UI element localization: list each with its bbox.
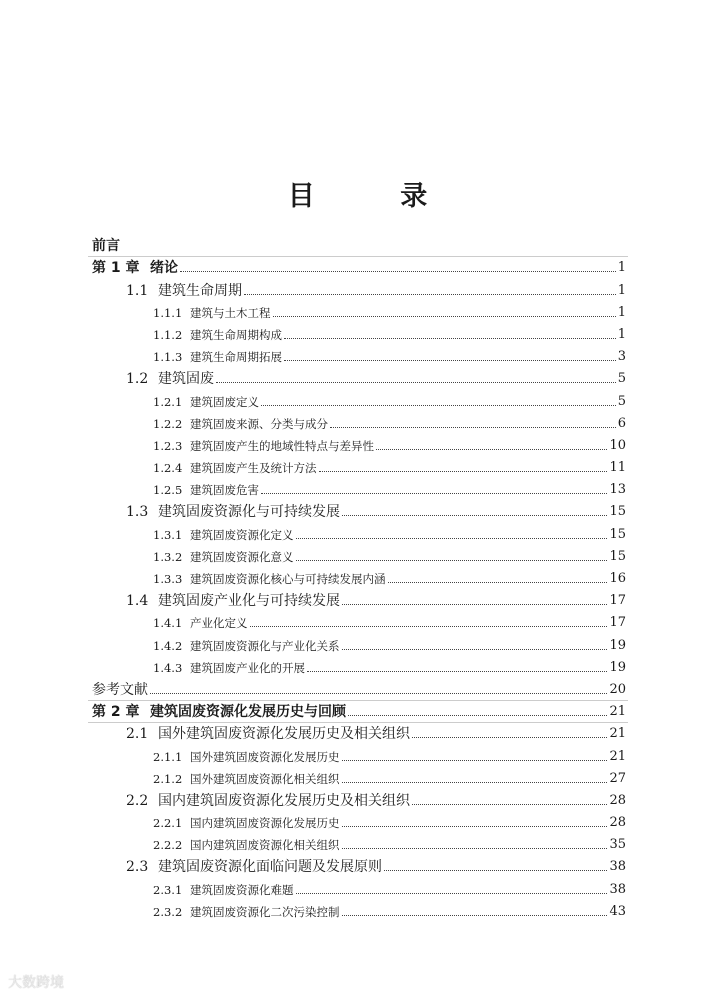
toc-entry[interactable] [92,299,626,321]
dot-leader [376,449,607,450]
dot-leader [273,316,616,317]
divider [88,700,628,701]
toc-entry-number: 1.3.3 [153,572,183,586]
toc-entry-title: 建筑固废资源化发展历史与回顾 [150,704,346,721]
toc-entry-title: 国外建筑固废资源化发展历史 [190,749,340,764]
toc-entry-title: 建筑固废产生的地域性特点与差异性 [190,438,374,453]
toc-entry-page: 10 [609,437,626,453]
toc-entry[interactable] [92,410,626,432]
toc-entry-title: 建筑生命周期构成 [190,327,282,342]
toc-entry-title: 建筑固废来源、分类与成分 [190,416,328,431]
dot-leader [244,294,616,295]
toc-entry-page: 1 [617,282,626,298]
toc-entry-number: 2.3.2 [153,904,183,919]
toc-entry-page: 5 [617,371,626,387]
toc-entry[interactable] [92,654,626,676]
toc-entry-title: 国外建筑固废资源化发展历史及相关组织 [158,726,410,743]
toc-entry-page: 17 [609,615,626,631]
toc-entry-title: 前言 [92,238,120,255]
toc-entry-number: 1.2.1 [153,394,183,409]
toc-entry-title: 国内建筑固废资源化相关组织 [190,838,340,853]
toc-entry[interactable] [92,387,626,409]
dot-leader [342,826,608,827]
toc-entry-number: 1.3.2 [153,549,183,564]
toc-entry[interactable] [92,698,626,720]
toc-entry[interactable] [92,454,626,476]
toc-entry-title: 建筑固废危害 [190,483,259,498]
dot-leader [296,560,608,561]
dot-leader [296,538,608,539]
toc-entry-title: 建筑生命周期 [158,282,242,299]
dot-leader [261,493,607,494]
toc-entry-title: 建筑固废资源化难题 [190,882,294,897]
dot-leader [150,693,607,694]
dot-leader [342,760,608,761]
dot-leader [388,582,608,583]
toc-entry-number: 1.2.2 [153,416,183,431]
toc-entry-page: 38 [609,881,626,897]
dot-leader [348,715,607,716]
toc-entry-page: 38 [609,859,626,875]
dot-leader [284,338,616,339]
toc-entry-page: 15 [609,548,626,564]
divider [88,722,628,723]
toc-entry[interactable] [92,232,626,254]
toc-entry-page: 19 [609,637,626,653]
toc-entry-page: 28 [609,792,626,808]
toc-entry-title: 国外建筑固废资源化相关组织 [190,771,340,786]
toc-entry-number: 1.2.4 [153,461,183,476]
toc-entry[interactable] [92,343,626,365]
dot-leader [330,427,616,428]
toc-entry-number: 1.1 [126,282,149,299]
toc-entry-page: 19 [609,659,626,675]
toc-entry-title: 绪论 [150,260,178,277]
divider [88,256,628,257]
toc-entry-title: 国内建筑固废资源化发展历史及相关组织 [158,792,410,809]
toc-entry-page: 1 [617,304,626,320]
toc-entry-title: 建筑与土木工程 [190,305,271,320]
toc-entry-number: 1.4.3 [153,660,183,675]
toc-entry[interactable] [92,765,626,787]
dot-leader [342,649,608,650]
toc-entry-number: 2.1 [126,726,149,743]
watermark: 大数跨境 [8,975,64,991]
toc-entry-page: 11 [609,460,626,476]
dot-leader [342,604,607,605]
toc-entry-page: 1 [617,260,626,276]
toc-entry-title: 建筑固废产业化的开展 [190,660,305,675]
toc-entry-number: 1.1.3 [153,350,183,365]
toc-entry-number: 2.1.2 [153,771,183,786]
toc-entry-number: 第 2 章 [92,704,140,721]
toc-entry-number: 第 1 章 [92,260,140,277]
dot-leader [319,471,608,472]
dot-leader [180,271,616,272]
toc-entry-number: 2.2.2 [153,838,183,853]
toc-entry[interactable] [92,543,626,565]
toc-entry-page: 28 [609,815,626,831]
dot-leader [342,515,607,516]
toc-entry-title: 建筑固废资源化面临问题及发展原则 [158,859,382,876]
toc-entry-title: 建筑固废资源化与可持续发展 [158,504,340,521]
toc-entry-title: 建筑固废定义 [190,394,259,409]
dot-leader [342,915,608,916]
toc-entry[interactable] [92,254,626,276]
dot-leader [384,870,607,871]
toc-entry-page: 27 [609,770,626,786]
toc-entry-number: 2.2 [126,792,149,809]
toc-entry-page: 13 [609,482,626,498]
toc-entry[interactable] [92,276,626,298]
dot-leader [342,782,608,783]
toc-entry-number: 1.3 [126,504,149,521]
toc-entry[interactable] [92,875,626,897]
toc-entry-page: 20 [609,681,626,697]
toc-entry[interactable] [92,809,626,831]
toc-entry[interactable] [92,898,626,920]
toc-entry-page: 16 [609,571,626,586]
toc-entry[interactable] [92,853,626,875]
toc-entry-number: 1.1.2 [153,327,183,342]
dot-leader [250,626,608,627]
toc-entry-page: 15 [609,526,626,542]
toc-entry[interactable] [92,365,626,387]
table-of-contents [92,232,626,920]
dot-leader [342,848,608,849]
toc-entry-title: 产业化定义 [190,616,248,631]
dot-leader [412,804,607,805]
toc-entry-page: 17 [609,593,626,609]
toc-entry[interactable] [92,742,626,764]
toc-entry-title: 建筑固废资源化二次污染控制 [190,904,340,919]
toc-entry[interactable] [92,520,626,542]
page-title: 目 录 [287,181,466,212]
toc-entry-page: 35 [609,837,626,853]
toc-entry[interactable] [92,321,626,343]
toc-entry-number: 1.2 [126,371,149,388]
dot-leader [307,671,607,672]
toc-entry[interactable] [92,831,626,853]
toc-entry[interactable] [92,720,626,742]
toc-entry[interactable] [92,476,626,498]
toc-entry-page: 15 [609,504,626,520]
toc-entry-page: 6 [617,415,626,431]
toc-entry-number: 1.4.1 [153,616,183,631]
dot-leader [261,405,616,406]
toc-entry-page: 5 [617,393,626,409]
toc-entry-page: 3 [617,349,626,365]
dot-leader [284,360,616,361]
toc-entry-title: 建筑固废资源化核心与可持续发展内涵 [190,572,386,586]
toc-entry-title: 建筑固废 [158,371,214,388]
toc-entry-page: 1 [617,326,626,342]
toc-entry-page: 21 [609,704,626,720]
toc-entry-number: 1.2.3 [153,438,183,453]
toc-entry-page: 21 [609,726,626,742]
toc-entry-number: 1.4 [126,593,149,610]
dot-leader [296,893,608,894]
toc-entry-title: 建筑固废资源化与产业化关系 [190,638,340,653]
toc-entry[interactable] [92,587,626,609]
toc-entry-number: 1.3.1 [153,527,183,542]
toc-entry-number: 2.1.1 [153,749,183,764]
toc-entry-title: 建筑固废产业化与可持续发展 [158,593,340,610]
toc-entry-page: 21 [609,748,626,764]
toc-entry-number: 2.3.1 [153,882,183,897]
dot-leader [216,382,616,383]
toc-entry-title: 建筑固废资源化定义 [190,527,294,542]
toc-entry-number: 1.4.2 [153,638,183,653]
dot-leader [412,737,607,738]
toc-entry[interactable] [92,631,626,653]
toc-entry-title: 建筑固废资源化意义 [190,549,294,564]
toc-entry-number: 2.2.1 [153,816,183,831]
toc-entry-number: 2.3 [126,859,149,876]
toc-entry-title: 建筑生命周期拓展 [190,350,282,365]
toc-entry[interactable] [92,787,626,809]
toc-entry-title: 国内建筑固废资源化发展历史 [190,816,340,831]
toc-entry-number: 1.2.5 [153,483,183,498]
toc-entry[interactable] [92,676,626,698]
toc-entry[interactable] [92,609,626,631]
toc-entry[interactable] [92,565,626,587]
toc-entry-title: 参考文献 [92,681,148,698]
toc-entry-number: 1.1.1 [153,305,183,320]
toc-entry-title: 建筑固废产生及统计方法 [190,461,317,476]
toc-entry[interactable] [92,432,626,454]
toc-entry[interactable] [92,498,626,520]
toc-entry-page: 43 [609,903,626,919]
